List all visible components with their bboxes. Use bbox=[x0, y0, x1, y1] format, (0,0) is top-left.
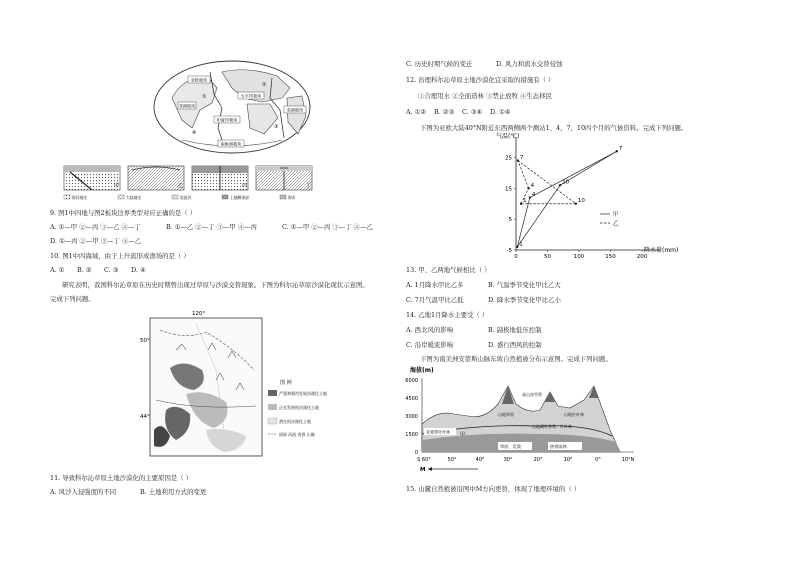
svg-text:30°: 30° bbox=[503, 457, 513, 463]
series-乙-segment bbox=[518, 161, 529, 189]
q9-option-a[interactable]: A. ①—甲 ②—丙 ③—乙 ④—丁 bbox=[50, 223, 141, 231]
svg-text:6000: 6000 bbox=[405, 378, 418, 384]
horqin-desertification-map bbox=[140, 310, 327, 462]
series-乙-point bbox=[527, 187, 529, 189]
section-bing bbox=[192, 166, 248, 190]
svg-text:40°: 40° bbox=[475, 457, 485, 463]
svg-text:0°: 0° bbox=[595, 457, 601, 463]
svg-text:10°N: 10°N bbox=[621, 457, 635, 463]
svg-text:山地针叶林: 山地针叶林 bbox=[564, 412, 584, 417]
series-乙-point bbox=[517, 159, 519, 161]
intro-paragraph-1: 研究表明，我国科尔沁草原在历史时期曾出现过草原与沙漠交替现象。下图为科尔沁草原沙漠化现状示意图。 bbox=[62, 281, 369, 289]
svg-text:国界 河流 省界 山脉: 国界 河流 省界 山脉 bbox=[279, 432, 315, 437]
svg-text:海水: 海水 bbox=[288, 195, 296, 200]
y-tick-label: 25 bbox=[505, 155, 512, 162]
q11-option-a[interactable]: A. 风沙入侵强度的不同 bbox=[50, 488, 117, 496]
series-甲-point-label: 4 bbox=[531, 192, 536, 199]
q11-option-b[interactable]: B. 土地利用方式的变更 bbox=[140, 488, 207, 496]
question-10: 10. 图1中四海域，由于上升流形成渔场的是（ ） bbox=[50, 252, 190, 260]
map-legend bbox=[268, 379, 327, 437]
svg-text:20°: 20° bbox=[533, 457, 543, 463]
q13-option-c[interactable]: C. 7月气温甲比乙低 bbox=[406, 296, 464, 304]
arrow-m-label: M bbox=[420, 467, 426, 473]
series-乙-point-label: 4 bbox=[530, 182, 535, 189]
q11-option-d[interactable]: D. 风力和流水交替侵蚀 bbox=[496, 60, 563, 68]
plate-label-africa: 非洲板块 bbox=[178, 103, 196, 109]
y-tick-label: 5 bbox=[508, 217, 512, 224]
svg-text:丙: 丙 bbox=[242, 183, 248, 189]
svg-text:上地幔顶部: 上地幔顶部 bbox=[230, 195, 249, 200]
x-tick-label: 0 bbox=[514, 254, 518, 260]
point-jia: 甲 bbox=[460, 432, 466, 438]
q12-option-b[interactable]: B. ②③ bbox=[434, 108, 455, 116]
svg-text:大陆地壳: 大陆地壳 bbox=[126, 195, 142, 200]
section-yi bbox=[128, 166, 184, 190]
x-tick-label: 50 bbox=[544, 254, 551, 260]
map-lat-50: 50° bbox=[140, 338, 150, 344]
q10-option-b[interactable]: B. ② bbox=[77, 266, 92, 274]
svg-text:正在发展的沙漠化土地: 正在发展的沙漠化土地 bbox=[279, 405, 319, 410]
svg-text:软流层: 软流层 bbox=[180, 195, 192, 200]
q14-option-a[interactable]: A. 西北风的影响 bbox=[406, 326, 454, 334]
x-tick-label: 200 bbox=[636, 254, 648, 260]
svg-text:海洋地壳: 海洋地壳 bbox=[72, 195, 88, 200]
q14-option-c[interactable]: C. 沿岸暖流影响 bbox=[406, 341, 454, 349]
q12-option-c[interactable]: C. ③④ bbox=[462, 108, 483, 116]
q12-option-d[interactable]: D. ①④ bbox=[490, 108, 511, 116]
series-甲-point bbox=[559, 184, 561, 186]
series-甲-point-label: 10 bbox=[562, 179, 570, 186]
section-jia bbox=[64, 166, 120, 190]
svg-text:1500: 1500 bbox=[405, 432, 418, 438]
svg-text:S 60°: S 60° bbox=[417, 457, 431, 463]
legend-label-乙: 乙 bbox=[613, 221, 619, 227]
svg-text:亚寒带针叶林: 亚寒带针叶林 bbox=[426, 429, 450, 435]
x-axis-label: 降水量(mm) bbox=[644, 247, 679, 254]
svg-text:潜在的沙漠化土地: 潜在的沙漠化土地 bbox=[279, 419, 311, 424]
plate-label-america: 美洲板块 bbox=[286, 107, 304, 113]
x-tick-label: 100 bbox=[573, 254, 585, 260]
svg-text:乙: 乙 bbox=[178, 183, 184, 189]
q10-option-d[interactable]: D. ④ bbox=[131, 266, 146, 274]
marker-1: ① bbox=[202, 94, 207, 100]
q12-items: ①合理用水 ②全面造林 ③禁止放牧 ④生态移民 bbox=[418, 92, 552, 100]
question-12: 12. 治理科尔沁草原土地沙漠化宜采取的措施有（ ） bbox=[406, 76, 555, 84]
marker-4: ④ bbox=[192, 130, 197, 136]
intro-paragraph-1-cont: 完成下列问题。 bbox=[50, 295, 95, 303]
svg-text:山地阔叶林带、针叶林: 山地阔叶林带、针叶林 bbox=[532, 424, 572, 429]
svg-text:3000: 3000 bbox=[405, 414, 418, 420]
intro-paragraph-3: 下图为南美洲安第斯山脉东坡自然植被分布示意图。完成下列问题。 bbox=[420, 355, 612, 363]
marker-2: ② bbox=[262, 82, 267, 88]
mtn-ylabel: 海拔(m) bbox=[410, 367, 434, 374]
svg-text:50°: 50° bbox=[447, 457, 457, 463]
svg-text:0: 0 bbox=[414, 450, 418, 456]
svg-text:10°: 10° bbox=[563, 457, 573, 463]
svg-text:严重和强烈发展沙漠化土地: 严重和强烈发展沙漠化土地 bbox=[279, 391, 327, 396]
marker-3: ③ bbox=[274, 124, 279, 130]
y-axis-label: 气温(℃) bbox=[496, 133, 520, 140]
plate-label-antarctic: 南极洲板块 bbox=[220, 141, 242, 147]
fig2-legend bbox=[64, 195, 296, 200]
series-甲-point-label: 7 bbox=[618, 145, 623, 152]
andes-vegetation-profile bbox=[398, 364, 648, 476]
q9-option-b[interactable]: B. ①—乙 ②—丁 ③—甲 ④—丙 bbox=[166, 223, 257, 231]
series-甲-point bbox=[516, 246, 518, 248]
y-tick-label: 15 bbox=[505, 186, 512, 193]
question-13: 13. 甲、乙两地气候相比（ ） bbox=[406, 266, 491, 274]
q10-option-a[interactable]: A. ① bbox=[50, 266, 65, 274]
q13-option-a[interactable]: A. 1月降水甲比乙多 bbox=[406, 281, 464, 289]
series-乙-point bbox=[575, 203, 577, 205]
q9-option-d[interactable]: D. ①—丙 ②—甲 ③—丁 ④—乙 bbox=[50, 237, 142, 245]
question-11: 11. 导致科尔沁草原土地沙漠化的主要原因是（ ） bbox=[50, 474, 193, 482]
q10-option-c[interactable]: C. ③ bbox=[104, 266, 119, 274]
series-甲-segment bbox=[517, 182, 560, 247]
series-乙-point-label: 7 bbox=[519, 155, 524, 162]
svg-text:图 例: 图 例 bbox=[280, 380, 292, 386]
plate-label-pacific: 太平洋板块 bbox=[240, 93, 262, 99]
question-9: 9. 图1中四地与图2板块边界类型对应正确的是（ ） bbox=[50, 209, 197, 217]
plates-world-map bbox=[152, 58, 312, 156]
svg-text:热带雨林: 热带雨林 bbox=[550, 444, 567, 449]
climate-chart bbox=[492, 132, 692, 260]
q13-option-d[interactable]: D. 降水季节变化甲比乙小 bbox=[488, 296, 561, 304]
y-tick-label: -5 bbox=[506, 248, 512, 254]
map-lat-44: 44° bbox=[140, 414, 150, 420]
map-lon-120: 120° bbox=[192, 311, 206, 317]
q11-option-c[interactable]: C. 历史时期气候的变迁 bbox=[406, 60, 473, 68]
intro-paragraph-2: 下图为亚欧大陆40°N附近东西两侧两个测站1、4、7、10四个月的气候资料。完成下列问题。 bbox=[420, 124, 688, 132]
svg-text:4500: 4500 bbox=[405, 396, 418, 402]
plate-label-indian: 印度洋板块 bbox=[216, 117, 238, 123]
series-乙-point bbox=[520, 203, 522, 205]
series-甲-segment bbox=[517, 198, 530, 247]
svg-text:丁: 丁 bbox=[306, 183, 312, 189]
legend-label-甲: 甲 bbox=[613, 212, 619, 218]
section-ding bbox=[256, 166, 312, 190]
question-15: 15. 山麓自然植被沿图中M方向更替，体现了地理环境的（ ） bbox=[406, 485, 581, 493]
q9-option-c[interactable]: C. ①—甲 ②—丙 ③—丁 ④—乙 bbox=[282, 223, 373, 231]
series-乙-point-label: 1 bbox=[523, 198, 527, 205]
svg-text:山地草原: 山地草原 bbox=[498, 412, 514, 417]
q12-option-a[interactable]: A. ①② bbox=[406, 108, 427, 116]
series-甲-segment bbox=[530, 151, 617, 197]
series-甲-point-label: 1 bbox=[519, 241, 523, 248]
plate-boundary-sections bbox=[62, 164, 322, 206]
svg-text:甲: 甲 bbox=[114, 183, 120, 189]
series-甲-point bbox=[616, 150, 618, 152]
q13-option-b[interactable]: B. 气温季节变化甲比乙大 bbox=[488, 281, 561, 289]
question-14: 14. 乙地1月降水主要受（ ） bbox=[406, 311, 489, 319]
q14-option-d[interactable]: D. 盛行西风的控制 bbox=[488, 341, 542, 349]
series-乙-point-label: 10 bbox=[577, 198, 585, 205]
svg-text:草原、荒漠: 草原、荒漠 bbox=[500, 444, 521, 449]
plate-label-eurasia: 亚欧板块 bbox=[190, 77, 208, 83]
svg-text:高山冰雪带: 高山冰雪带 bbox=[522, 392, 542, 397]
series-甲-point bbox=[529, 196, 531, 198]
x-tick-label: 150 bbox=[605, 254, 616, 260]
q14-option-b[interactable]: B. 副极地低压控制 bbox=[488, 326, 542, 334]
